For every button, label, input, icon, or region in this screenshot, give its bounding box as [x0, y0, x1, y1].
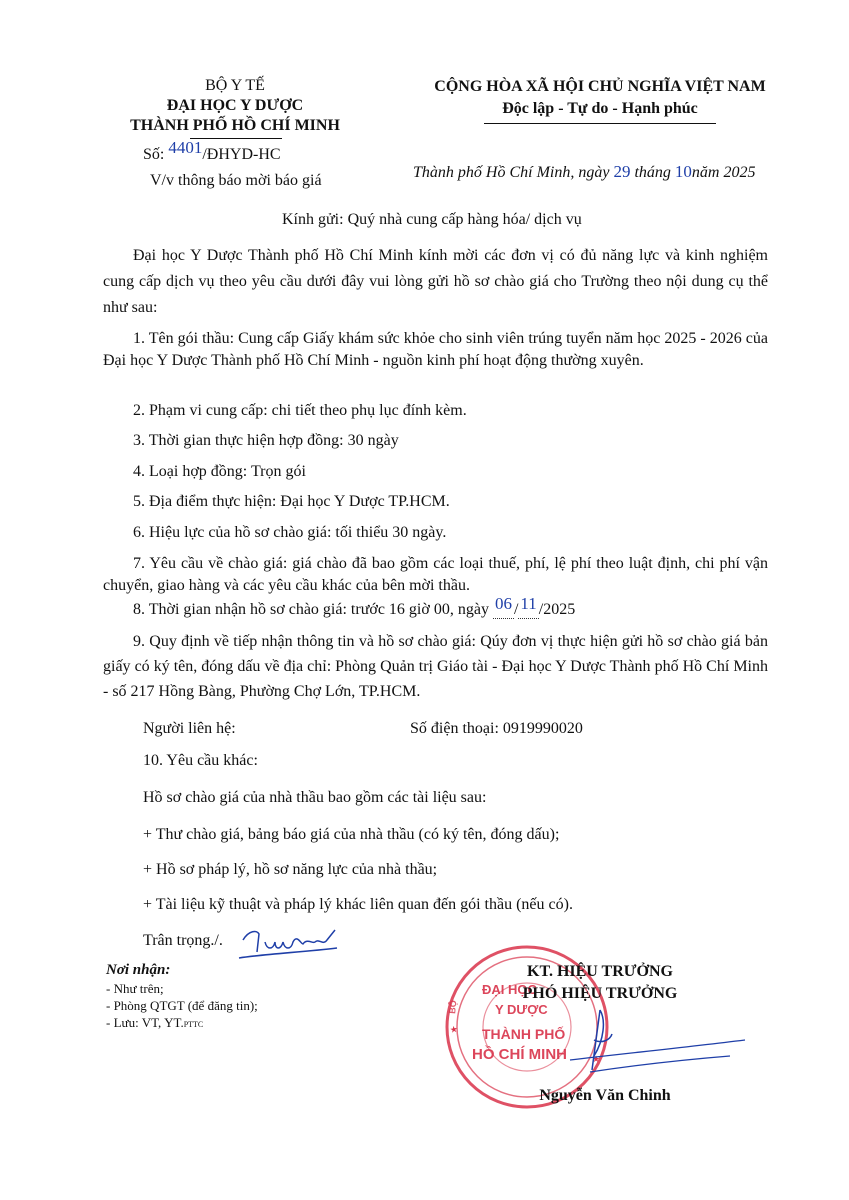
stamp-text-5: BỘ	[447, 999, 459, 1015]
header-left-underline	[190, 138, 282, 139]
recipient-2: - Phòng QTGT (để đăng tin);	[106, 998, 258, 1013]
document-2: + Hồ sơ pháp lý, hồ sơ năng lực của nhà thầu;	[143, 861, 438, 878]
item-8-day-value: 06	[494, 594, 512, 613]
item-5: 5. Địa điểm thực hiện: Đại học Y Dược TP.HCM.	[133, 493, 450, 510]
recipient-1: - Như trên;	[106, 981, 164, 996]
header-right	[395, 76, 805, 120]
item-2: 2. Phạm vi cung cấp: chi tiết theo phụ lục đính kèm.	[133, 402, 467, 419]
national-motto: Độc lập - Tự do - Hạnh phúc	[502, 100, 698, 117]
salutation: Kính gửi: Quý nhà cung cấp hàng hóa/ dịch vụ	[282, 211, 582, 228]
ministry-name: BỘ Y TẾ	[205, 77, 265, 94]
document-3: + Tài liệu kỹ thuật và pháp lý khác liên quan đến gói thầu (nếu có).	[143, 896, 573, 913]
date-month: 10	[674, 162, 692, 181]
number-prefix: Số:	[143, 146, 165, 163]
documents-intro: Hồ sơ chào giá của nhà thầu bao gồm các tài liệu sau:	[143, 789, 487, 806]
recipient-3-main: - Lưu: VT, YT.	[106, 1015, 184, 1030]
recipients-block	[106, 961, 258, 1033]
item-8-year: /2025	[538, 601, 576, 618]
stamp-text-4: HỒ CHÍ MINH	[472, 1046, 567, 1063]
number-suffix: /ĐHYD-HC	[202, 146, 281, 163]
stamp-text-2: Y DƯỢC	[495, 1002, 548, 1017]
svg-text:★: ★	[448, 1024, 460, 1035]
signature-title-1: KT. HIỆU TRƯỞNG	[527, 963, 673, 980]
date-month-label: tháng	[634, 164, 671, 181]
svg-text:★: ★	[592, 1054, 601, 1064]
main-signature	[560, 1000, 750, 1090]
item-3: 3. Thời gian thực hiện hợp đồng: 30 ngày	[133, 432, 399, 449]
country-name: CỘNG HÒA XÃ HỘI CHỦ NGHĨA VIỆT NAM	[434, 78, 766, 95]
item-8-month	[518, 594, 538, 619]
item-1: 1. Tên gói thầu: Cung cấp Giấy khám sức khỏe cho sinh viên trúng tuyển năm học 2025 - 2026 của Đại học Y Dược Thành phố Hồ Chí Minh - nguồn kinh phí hoạt động thường xuyên.	[103, 330, 768, 369]
contact-label: Người liên hệ:	[143, 720, 236, 737]
item-6: 6. Hiệu lực của hồ sơ chào giá: tối thiểu 30 ngày.	[133, 524, 447, 541]
document-number	[143, 138, 281, 164]
document-1: + Thư chào giá, bảng báo giá của nhà thầu (có ký tên, đóng dấu);	[143, 826, 560, 843]
university-name-line2: THÀNH PHỐ HỒ CHÍ MINH	[130, 117, 340, 134]
document-subject: V/v thông báo mời báo giá	[150, 172, 322, 189]
document-date	[413, 162, 755, 182]
university-name-line1: ĐẠI HỌC Y DƯỢC	[166, 97, 304, 114]
item-9: 9. Quy định về tiếp nhận thông tin và hồ sơ chào giá: Qúy đơn vị thực hiện gửi hồ sơ chào giá bản giấy có ký tên, đóng dấu về địa chỉ: Phòng Quản trị Giáo tài - Đại học Y Dược Thành phố Hồ Chí Minh - số 217 Hồng Bàng, Phường Chợ Lớn, TP.HCM.	[103, 633, 768, 700]
item-7: 7. Yêu cầu về chào giá: giá chào đã bao gồm các loại thuế, phí, lệ phí theo luật định, chi phí vận chuyển, giao hàng và các yêu cầu khác của bên mời thầu.	[103, 555, 768, 594]
item-4: 4. Loại hợp đồng: Trọn gói	[133, 463, 306, 480]
header-right-underline	[484, 123, 716, 124]
date-day: 29	[613, 162, 631, 181]
closing-text: Trân trọng./.	[143, 932, 223, 949]
item-8-month-value: 11	[520, 594, 537, 613]
recipient-3	[106, 1014, 258, 1033]
signature-block	[500, 961, 700, 1005]
number-value: 4401	[168, 138, 203, 157]
stamp-text-3: THÀNH PHỐ	[482, 1026, 566, 1042]
signer-name: Nguyễn Văn Chinh	[539, 1087, 671, 1104]
date-prefix: Thành phố Hồ Chí Minh, ngày	[413, 164, 610, 181]
item-8-day	[493, 594, 514, 619]
signature-title-2: PHÓ HIỆU TRƯỞNG	[522, 985, 678, 1002]
phone-number: Số điện thoại: 0919990020	[410, 720, 583, 737]
header-left	[115, 76, 355, 136]
intro-paragraph: Đại học Y Dược Thành phố Hồ Chí Minh kính mời các đơn vị có đủ năng lực và kinh nghiệm cung cấp dịch vụ theo yêu cầu dưới đây vui lòng gửi hồ sơ chào giá cho Trường theo nội dung cụ thể như sau:	[103, 247, 768, 316]
stamp-text-1: ĐẠI HỌC	[482, 982, 537, 997]
initial-signature	[235, 922, 345, 964]
recipient-3-sub: PTTC	[183, 1020, 204, 1029]
item-10: 10. Yêu cầu khác:	[143, 752, 258, 769]
item-8: 8. Thời gian nhận hồ sơ chào giá: trước 16 giờ 00, ngày 06 / 11 /2025	[133, 594, 576, 618]
recipients-title: Nơi nhận:	[106, 962, 171, 978]
item-8-prefix: 8. Thời gian nhận hồ sơ chào giá: trước 16 giờ 00, ngày	[133, 601, 489, 618]
date-year: năm 2025	[691, 164, 756, 181]
